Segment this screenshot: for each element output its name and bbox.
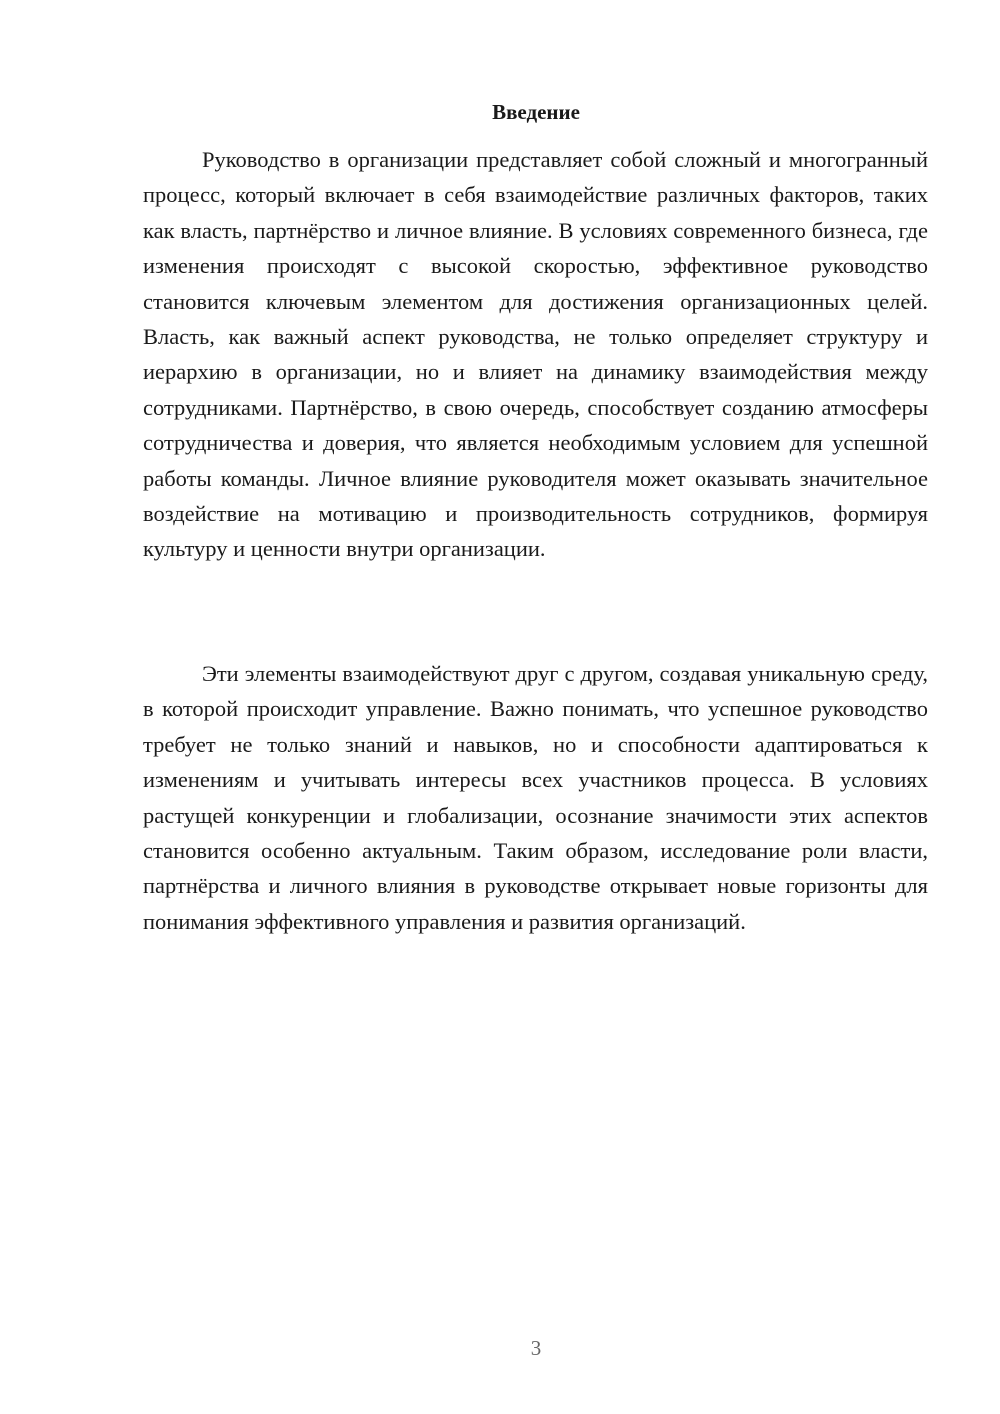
body-paragraph-2: Эти элементы взаимодействуют друг с другом, создавая уникальную среду, в которой происходит управление. Важно понимать, что успешное руководство требует не только знаний и навыков, но и способности адаптироваться к изменениям и учитывать интересы всех участников процесса. В условиях растущей конкуренции и глобализации, осознание значимости этих аспектов становится особенно актуальным. Таким образом, исследование роли власти, партнёрства и личного влияния в руководстве открывает новые горизонты для понимания эффективного управления и развития организаций. [143,661,928,934]
section-heading: Введение [492,100,580,124]
body-paragraph-1: Руководство в организации представляет собой сложный и многогранный процесс, который включает в себя взаимодействие различных факторов, таких как власть, партнёрство и личное влияние. В условиях современного бизнеса, где изменения происходят с высокой скоростью, эффективное руководство становится ключевым элементом для достижения организационных целей. Власть, как важный аспект руководства, не только определяет структуру и иерархию в организации, но и влияет на динамику взаимодействия между сотрудниками. Партнёрство, в свою очередь, способствует созданию атмосферы сотрудничества и доверия, что является необходимым условием для успешной работы команды. Личное влияние руководителя может оказывать значительное воздействие на мотивацию и производительность сотрудников, формируя культуру и ценности внутри организации. [143,147,928,562]
page-number: 3 [530,1336,542,1360]
